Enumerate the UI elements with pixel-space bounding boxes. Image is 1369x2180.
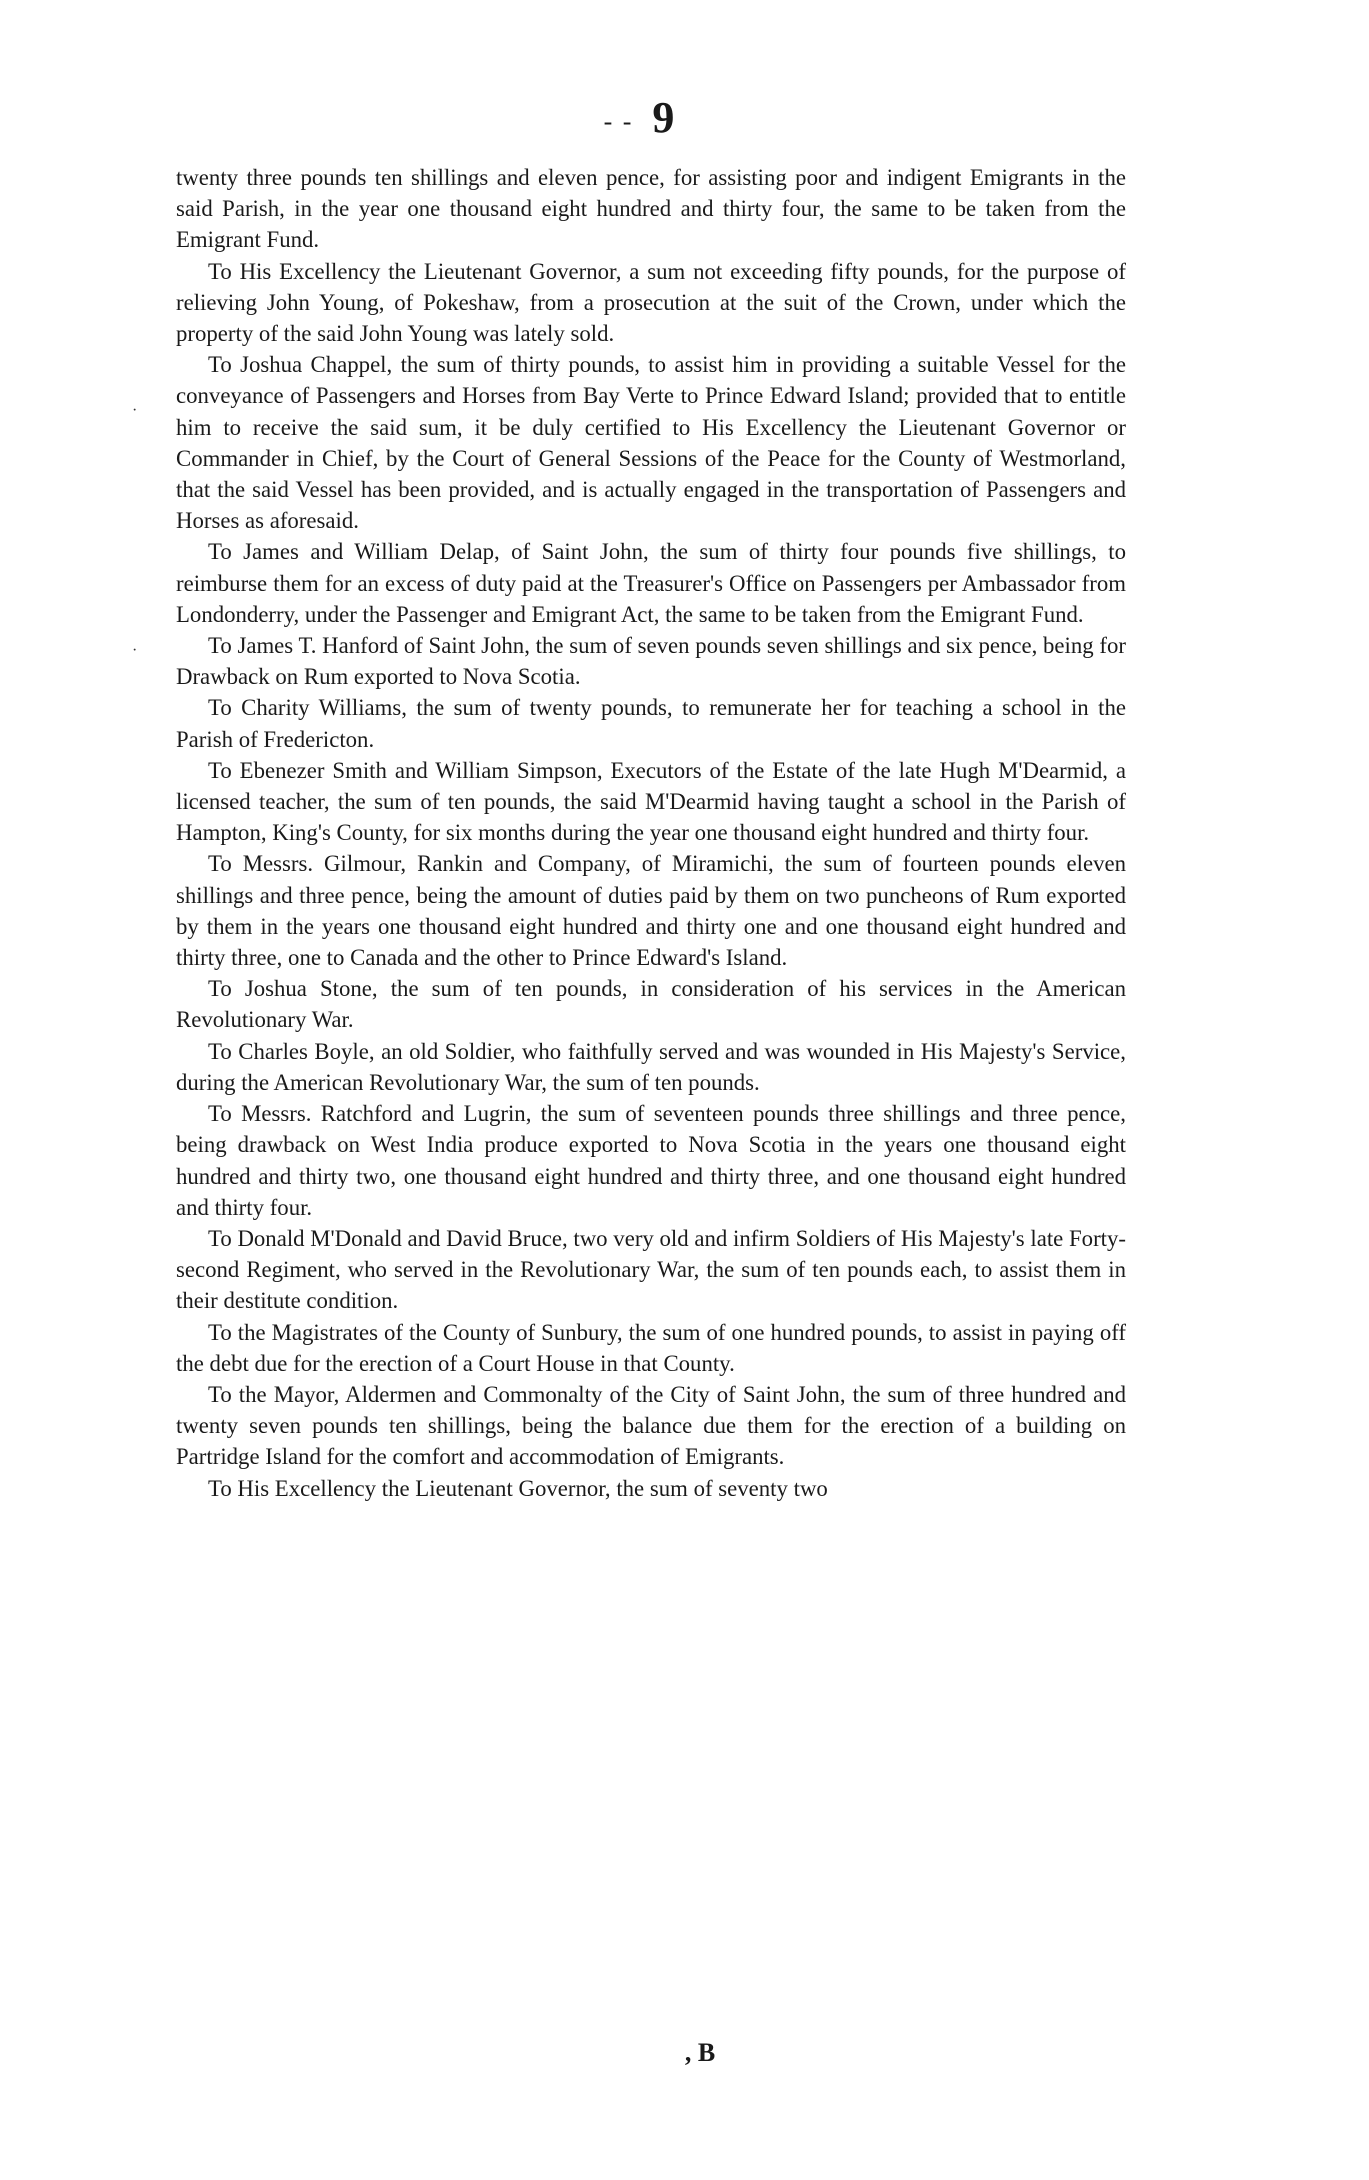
paragraph: To His Excellency the Lieutenant Governor, a sum not exceeding fifty pounds, for the purpose of relieving John Young, of Pokeshaw, from a prosecution at the suit of the Crown, under which the property of the said John Young was lately sold.: [176, 258, 1126, 347]
margin-dot: ·: [132, 402, 138, 419]
header-dash: - -: [603, 106, 634, 136]
paragraph: To the Magistrates of the County of Sunbury, the sum of one hundred pounds, to assist in paying off the debt due for the erection of a Court House in that County.: [176, 1319, 1126, 1376]
paragraph: To Joshua Chappel, the sum of thirty pounds, to assist him in providing a suitable Vessel for the conveyance of Passengers and Horses from Bay Verte to Prince Edward Island; provided that to entitle him to receive the said sum, it be duly certified to His Excellency the Lieutenant Governor or Commander in Chief, by the Court of General Sessions of the Peace for the County of Westmorland, that the said Vessel has been provided, and is actually engaged in the transportation of Passengers and Horses as aforesaid.: [176, 352, 1126, 534]
paragraph: To Charity Williams, the sum of twenty pounds, to remunerate her for teaching a school in the Parish of Fredericton.: [176, 695, 1126, 752]
page-number: 9: [652, 93, 677, 142]
paragraph: To James and William Delap, of Saint John, the sum of thirty four pounds five shillings, to reimburse them for an excess of duty paid at the Treasurer's Office on Passengers per Ambassador from Londonderry, under the Passenger and Emigrant Act, the same to be taken from the Emigrant Fund.: [176, 539, 1126, 627]
paragraph: To Charles Boyle, an old Soldier, who faithfully served and was wounded in His Majesty's Service, during the American Revolutionary War, the sum of ten pounds.: [176, 1038, 1126, 1095]
paragraph: To Ebenezer Smith and William Simpson, Executors of the Estate of the late Hugh M'Dearmid, a licensed teacher, the sum of ten pounds, the said M'Dearmid having taught a school in the Parish of Hampton, King's County, for six months during the year one thousand eight hundred and thirty four.: [176, 757, 1126, 846]
page-header: [540, 92, 740, 143]
body-text: [176, 162, 1126, 1504]
paragraph: To Donald M'Donald and David Bruce, two very old and infirm Soldiers of His Majesty's late Forty-second Regiment, who served in the Revolutionary War, the sum of ten pounds each, to assist them in their destitute condition.: [176, 1225, 1126, 1314]
margin-dot: ·: [132, 642, 138, 659]
paragraph: To Joshua Stone, the sum of ten pounds, in consideration of his services in the American Revolutionary War.: [176, 976, 1126, 1033]
paragraph: To His Excellency the Lieutenant Governor, the sum of seventy two: [208, 1475, 828, 1501]
paragraph: To Messrs. Ratchford and Lugrin, the sum of seventeen pounds three shillings and three pence, being drawback on West India produce exported to Nova Scotia in the years one thousand eight hundred and thirty two, one thousand eight hundred and thirty three, and one thousand eight hundred and thirty four.: [176, 1101, 1126, 1220]
paragraph: To Messrs. Gilmour, Rankin and Company, of Miramichi, the sum of fourteen pounds eleven shillings and three pence, being the amount of duties paid by them on two puncheons of Rum exported by them in the years one thousand eight hundred and thirty one and one thousand eight hundred and thirty three, one to Canada and the other to Prince Edward's Island.: [176, 851, 1126, 971]
paragraph: To the Mayor, Aldermen and Commonalty of the City of Saint John, the sum of three hundred and twenty seven pounds ten shillings, being the balance due them for the erection of a building on Partridge Island for the comfort and accommodation of Emigrants.: [176, 1381, 1126, 1470]
paragraph: To James T. Hanford of Saint John, the sum of seven pounds seven shillings and six pence, being for Drawback on Rum exported to Nova Scotia.: [176, 633, 1126, 690]
paragraph: twenty three pounds ten shillings and eleven pence, for assisting poor and indigent Emigrants in the said Parish, in the year one thousand eight hundred and thirty four, the same to be taken from the Emigrant Fund.: [176, 165, 1126, 253]
signature-mark: , B: [684, 2038, 716, 2067]
